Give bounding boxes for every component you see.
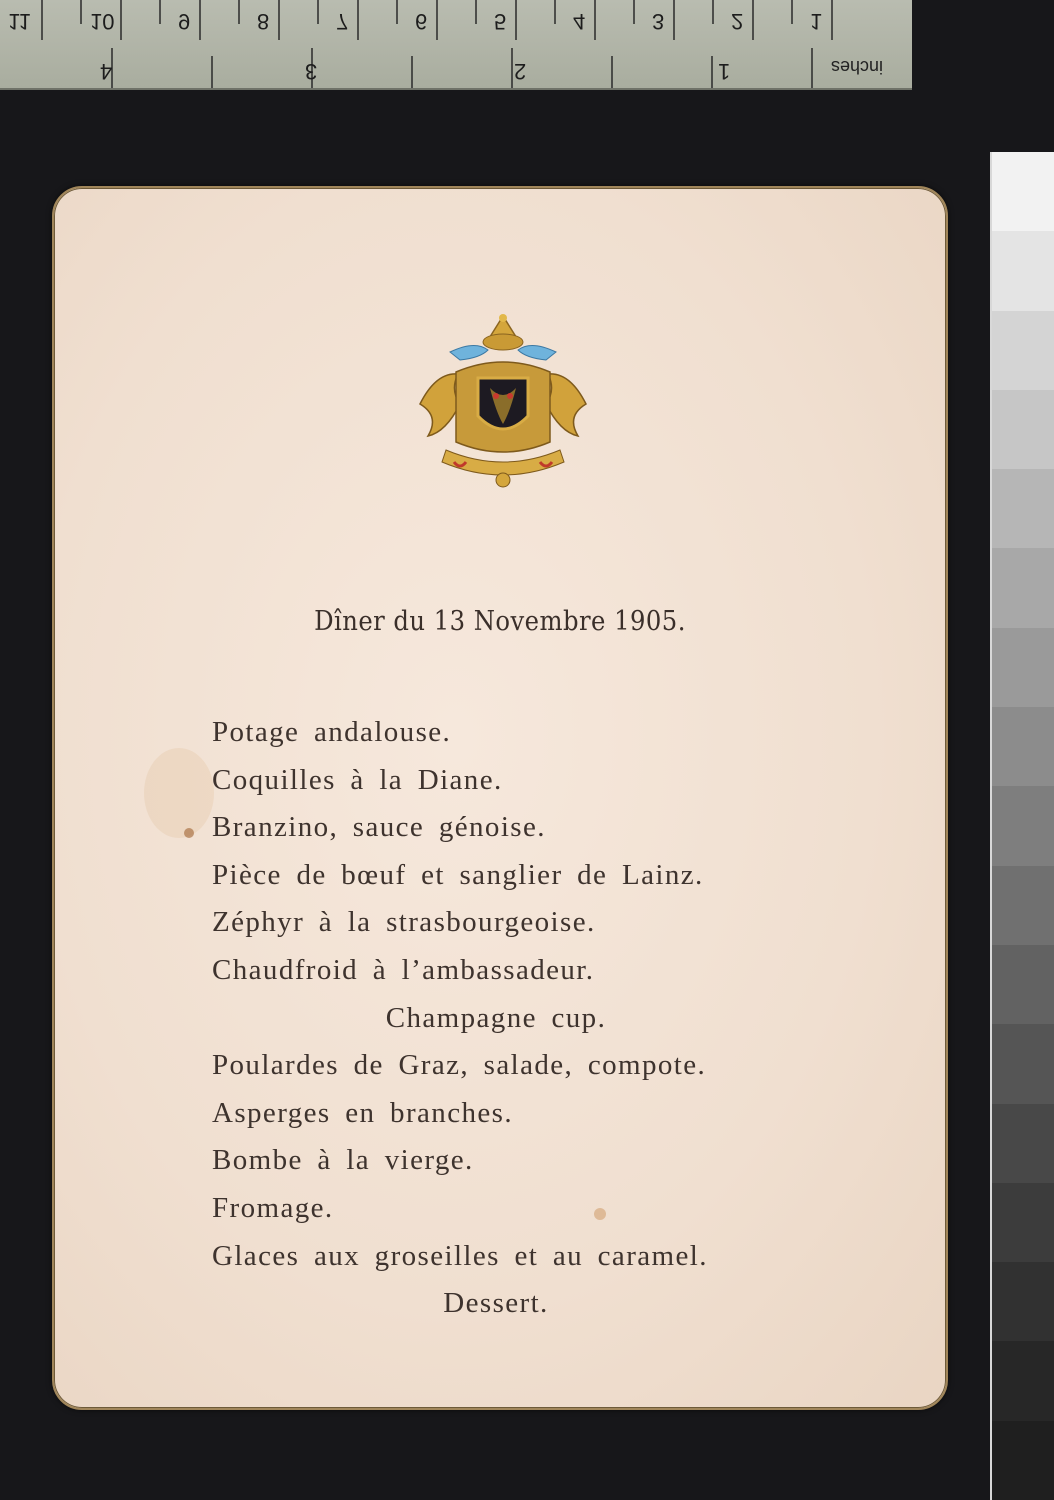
ruler-number: 3	[652, 9, 665, 34]
ruler-ticks	[0, 0, 912, 88]
ruler-number-bottom: 2	[514, 59, 527, 84]
paper-spot	[184, 828, 194, 838]
menu-item: Coquilles à la Diane.	[212, 763, 503, 796]
menu-item: Chaudfroid à l’ambassadeur.	[212, 953, 595, 986]
ruler-number: 6	[415, 9, 428, 34]
ruler-number-bottom: 1	[718, 59, 731, 84]
menu-item: Potage andalouse.	[212, 716, 452, 748]
menu-item: Pièce de bœuf et sanglier de Lainz.	[212, 858, 704, 891]
ruler-number: 5	[494, 9, 507, 34]
paper-stain	[144, 748, 214, 838]
menu-item: Glaces aux groseilles et au caramel.	[212, 1239, 708, 1272]
ruler-number: 7	[336, 9, 349, 34]
menu-item: Fromage.	[212, 1191, 334, 1224]
ruler-number: 11	[8, 9, 31, 34]
ruler-unit-label: inches	[830, 57, 884, 77]
menu-item: Bombe à la vierge.	[212, 1144, 474, 1177]
menu-item: Zéphyr à la strasbourgeoise.	[212, 906, 596, 939]
ruler-number-bottom: 3	[305, 59, 318, 84]
menu-item-centered: Dessert.	[443, 1287, 549, 1320]
menu-item: Poulardes de Graz, salade, compote.	[212, 1049, 707, 1082]
menu-item-centered: Champagne cup.	[385, 1001, 607, 1034]
ruler-number-bottom: 4	[100, 59, 113, 84]
ruler-number: 8	[257, 9, 270, 34]
ruler-number: 9	[178, 9, 191, 34]
menu-item: Branzino, sauce génoise.	[212, 811, 546, 844]
ruler-number: 10	[90, 9, 115, 34]
coat-of-arms-icon	[410, 312, 596, 494]
measuring-ruler	[0, 0, 912, 90]
ruler-number: 1	[810, 9, 823, 34]
menu-title: Dîner du 13 Novembre 1905.	[314, 606, 686, 637]
ruler-number: 2	[731, 9, 744, 34]
ruler-number: 4	[573, 9, 586, 34]
menu-item: Asperges en branches.	[212, 1096, 513, 1129]
grayscale-calibration-strip	[990, 152, 1054, 1500]
menu-list	[212, 710, 812, 1329]
